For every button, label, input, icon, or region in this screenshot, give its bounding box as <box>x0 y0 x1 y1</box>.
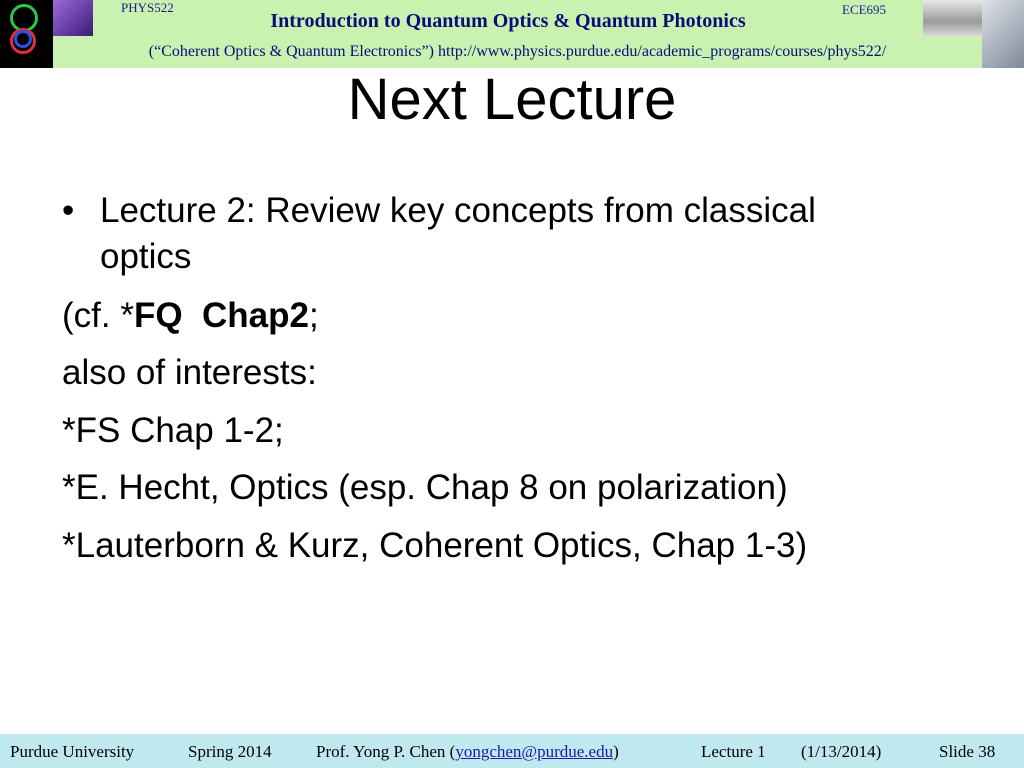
footer-professor <box>316 742 619 762</box>
footer-date: (1/13/2014) <box>801 742 882 761</box>
header-device-image <box>923 0 983 36</box>
cf-line <box>62 296 319 336</box>
course-title: Introduction to Quantum Optics & Quantum Photonics <box>270 10 746 32</box>
footer-email-link[interactable]: yongchen@purdue.edu <box>455 742 614 761</box>
footer-slide-number: Slide 38 <box>939 742 996 761</box>
reference-fs: *FS Chap 1-2; <box>62 411 284 450</box>
bullet-text-line: optics <box>100 237 192 276</box>
cf-bold-text: FQ Chap2 <box>133 296 309 335</box>
cf-suffix: ; <box>308 296 319 335</box>
bullet-text-line: Lecture 2: Review key concepts from classical <box>100 191 816 230</box>
reference-hecht: *E. Hecht, Optics (esp. Chap 8 on polarization) <box>62 468 788 507</box>
slide-title: Next Lecture <box>347 67 677 132</box>
bullet-item <box>62 188 962 280</box>
course-code-left: PHYS522 <box>121 0 174 15</box>
footer-university: Purdue University <box>10 742 135 761</box>
bullet-text <box>100 188 816 280</box>
footer-semester: Spring 2014 <box>188 742 272 761</box>
header-logo-image-right <box>982 0 1024 68</box>
footer-prof-prefix: Prof. Yong P. Chen ( <box>316 742 456 761</box>
reference-lauterborn: *Lauterborn & Kurz, Coherent Optics, Chap 1-3) <box>62 526 808 565</box>
bullet-dot-icon: • <box>62 191 75 230</box>
cf-prefix: (cf. * <box>62 296 134 335</box>
course-code-right: ECE695 <box>842 2 887 17</box>
footer-lecture: Lecture 1 <box>701 742 766 761</box>
interests-line: also of interests: <box>62 353 317 392</box>
header-logo-image-left <box>0 0 53 68</box>
footer-prof-suffix: ) <box>613 742 619 761</box>
header-decorative-image <box>53 0 93 36</box>
course-subtitle: (“Coherent Optics & Quantum Electronics”) http://www.physics.purdue.edu/academic_programs/courses/phys522/ <box>148 43 887 60</box>
